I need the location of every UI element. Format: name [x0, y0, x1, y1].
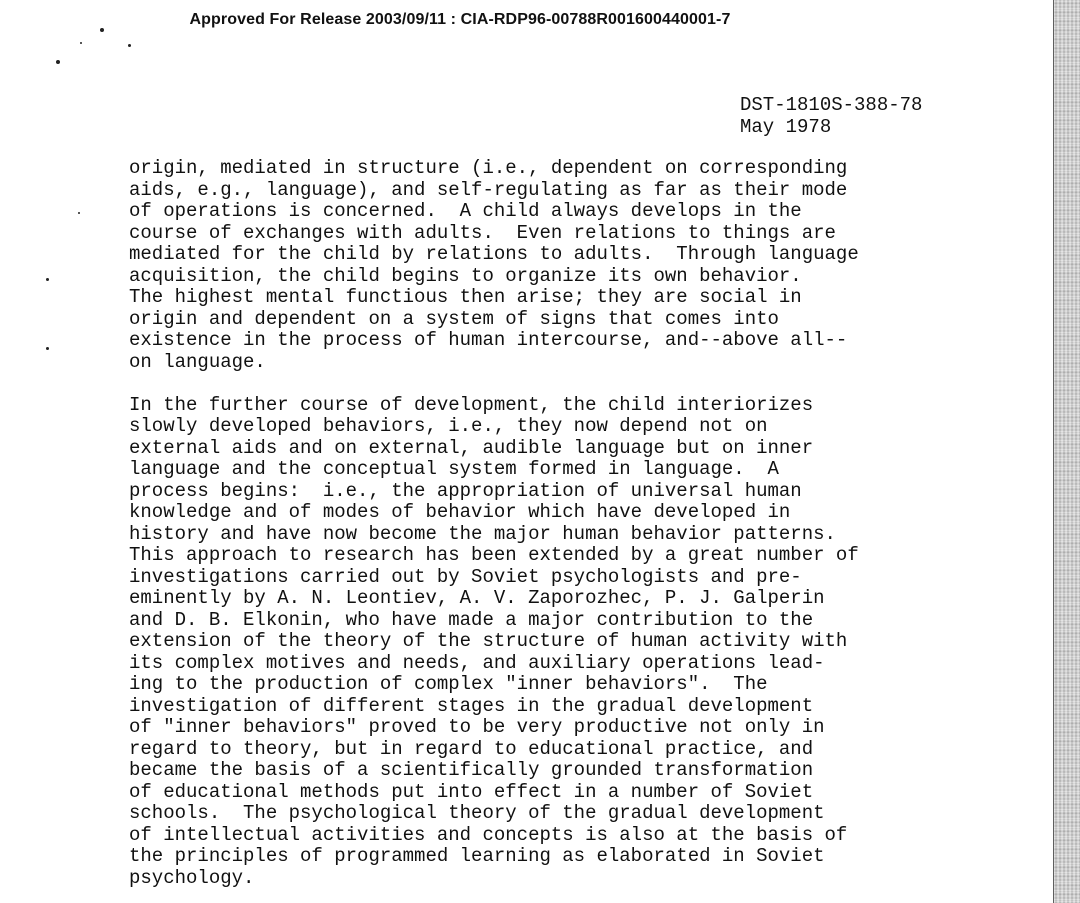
scan-speck [46, 278, 49, 281]
text-line: aids, e.g., language), and self-regulating as far as their mode [129, 178, 848, 201]
text-line: existence in the process of human intercourse, and--above all-- [129, 329, 848, 351]
scan-edge-strip [1053, 0, 1080, 903]
text-line: The highest mental functious then arise; they are social in [129, 286, 802, 308]
text-line: investigation of different stages in the gradual development [129, 694, 814, 717]
text-line: eminently by A. N. Leontiev, A. V. Zaporozhec, P. J. Galperin [129, 587, 825, 609]
text-line: schools. The psychological theory of the gradual development [129, 802, 825, 824]
scan-speck [100, 28, 104, 32]
text-line: ing to the production of complex "inner behaviors". The [129, 673, 768, 695]
text-line: process begins: i.e., the appropriation of universal human [129, 479, 802, 502]
text-line: psychology. [129, 866, 255, 889]
text-line: its complex motives and needs, and auxiliary operations lead- [129, 651, 825, 674]
text-line: of educational methods put into effect in a number of Soviet [129, 780, 814, 803]
document-date: May 1978 [740, 116, 832, 138]
text-line: external aids and on external, audible language but on inner [129, 436, 814, 459]
body-text [129, 158, 1009, 889]
text-line: course of exchanges with adults. Even relations to things are [129, 221, 836, 244]
text-line: investigations carried out by Soviet psychologists and pre- [129, 565, 802, 588]
text-line: slowly developed behaviors, i.e., they now depend not on [129, 415, 768, 437]
text-line: of operations is concerned. A child always develops in the [129, 200, 802, 222]
text-line: became the basis of a scientifically grounded transformation [129, 759, 814, 781]
text-line: regard to theory, but in regard to educational practice, and [129, 737, 814, 760]
text-line: language and the conceptual system formed in language. A [129, 458, 779, 480]
text-line: and D. B. Elkonin, who have made a major contribution to the [129, 608, 814, 631]
text-line: acquisition, the child begins to organize its own behavior. [129, 264, 802, 287]
paragraph-2 [129, 395, 1009, 890]
text-line: history and have now become the major human behavior patterns. [129, 522, 836, 545]
text-line: of "inner behaviors" proved to be very productive not only in [129, 716, 825, 738]
scan-speck [78, 212, 80, 214]
scan-speck [46, 347, 49, 350]
text-line: extension of the theory of the structure of human activity with [129, 630, 848, 652]
text-line: the principles of programmed learning as elaborated in Soviet [129, 845, 825, 867]
scan-speck [128, 44, 131, 47]
scan-speck [80, 42, 82, 44]
text-line: This approach to research has been extended by a great number of [129, 544, 859, 566]
paragraph-1 [129, 158, 1009, 373]
text-line: of intellectual activities and concepts is also at the basis of [129, 823, 848, 846]
text-line: origin, mediated in structure (i.e., dependent on corresponding [129, 157, 848, 179]
document-number: DST-1810S-388-78 [740, 94, 923, 116]
release-header: Approved For Release 2003/09/11 : CIA-RDP96-00788R001600440001-7 [189, 11, 731, 28]
text-line: In the further course of development, the child interiorizes [129, 393, 814, 416]
scan-speck [56, 60, 60, 64]
text-line: knowledge and of modes of behavior which have developed in [129, 501, 791, 523]
text-line: on language. [129, 350, 266, 373]
document-reference [740, 94, 922, 138]
text-line: mediated for the child by relations to adults. Through language [129, 243, 859, 265]
text-line: origin and dependent on a system of signs that comes into [129, 307, 779, 330]
